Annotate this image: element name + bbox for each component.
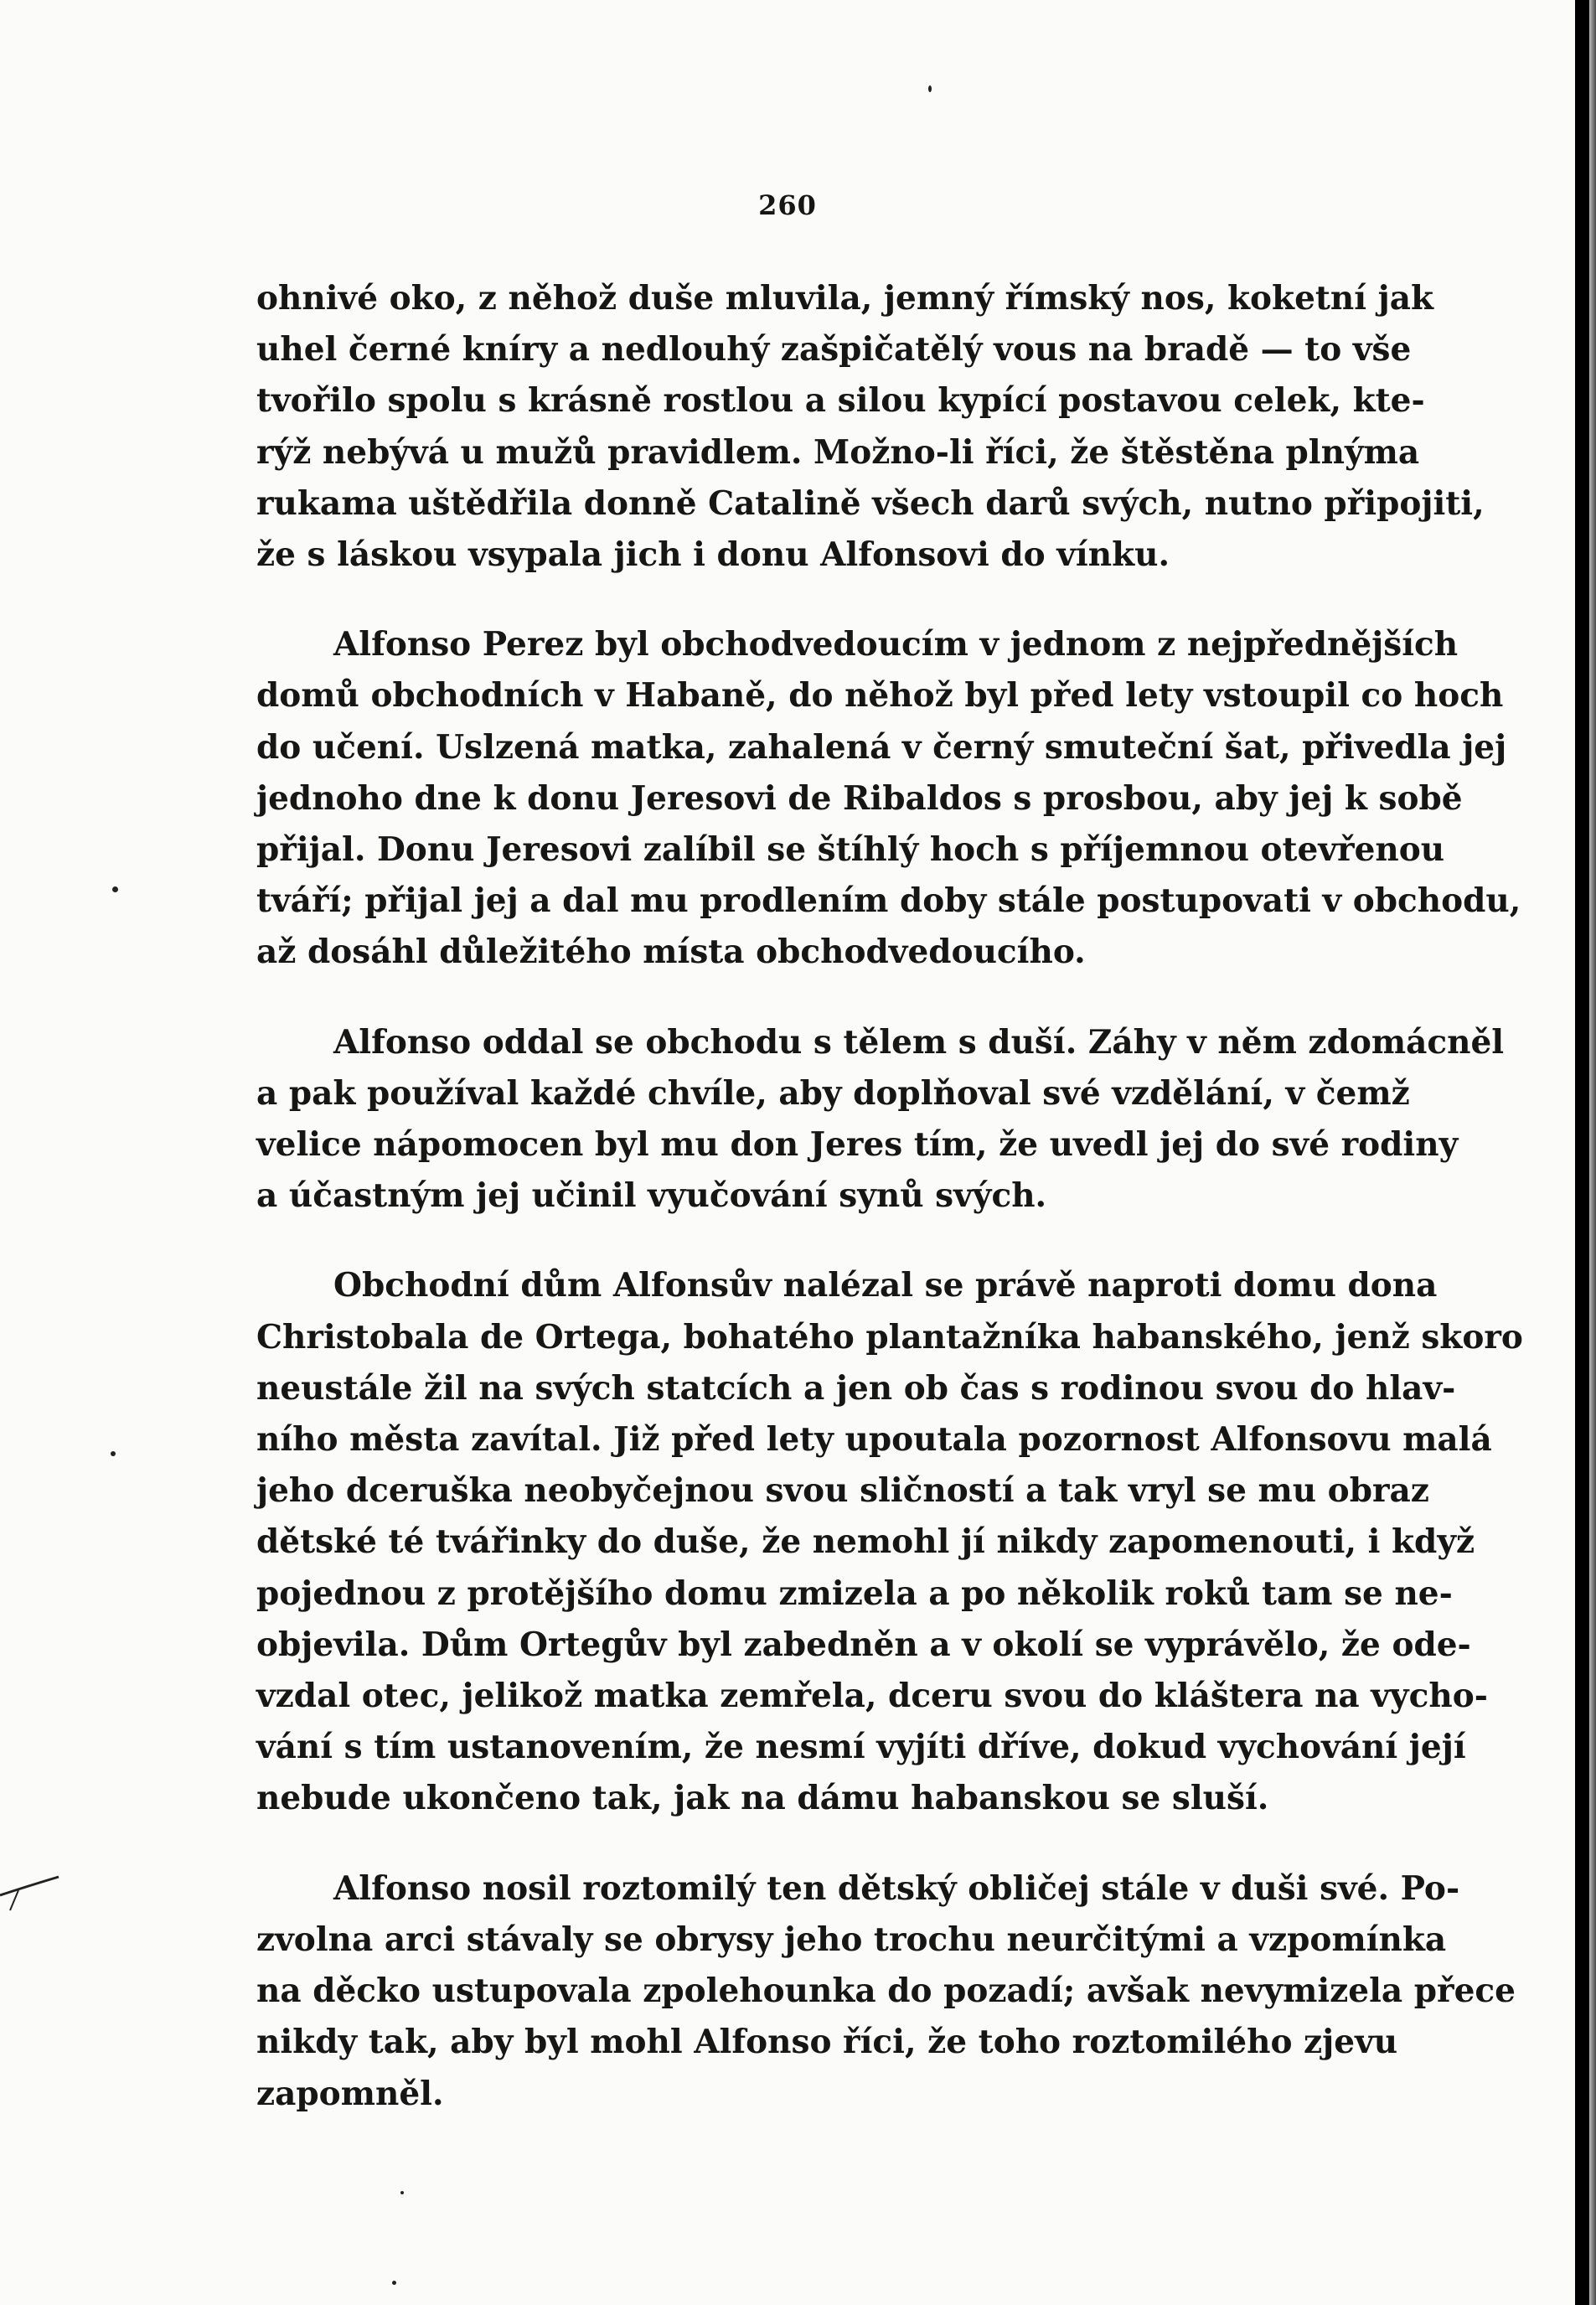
text-line: tvořilo spolu s krásně rostlou a silou kypící postavou celek, kte- (256, 381, 1425, 421)
paragraph-4 (256, 1260, 1523, 1824)
paragraph-5 (256, 1863, 1516, 2120)
text-line: dětské té tvářinky do duše, že nemohl jí nikdy zapomenouti, i když (256, 1522, 1475, 1562)
text-line: nikdy tak, aby byl mohl Alfonso říci, že toho roztomilého zjevu (256, 2023, 1398, 2062)
text-line: zapomněl. (256, 2074, 444, 2113)
page-edge (1589, 0, 1596, 2305)
paragraph-3 (256, 1017, 1505, 1222)
text-line: objevila. Dům Ortegův byl zabedněn a v okolí se vyprávělo, že ode- (256, 1625, 1471, 1664)
text-line: že s láskou vsypala jich i donu Alfonsovi do vínku. (256, 535, 1170, 575)
text-line: a pak používal každé chvíle, aby doplňoval své vzdělání, v čemž (256, 1073, 1410, 1113)
text-line: vání s tím ustanovením, že nesmí vyjíti dříve, dokud vychování její (256, 1728, 1466, 1767)
text-line: rukama uštědřila donně Catalině všech darů svých, nutno připojiti, (256, 483, 1485, 523)
text-line: jeho dceruška neobyčejnou svou sličností a tak vryl se mu obraz (256, 1471, 1429, 1511)
text-line: uhel černé kníry a nedlouhý zašpičatělý vous na bradě — to vše (256, 330, 1412, 370)
margin-mark-icon (0, 1862, 67, 1912)
paragraph-2 (256, 619, 1521, 978)
text-line: rýž nebývá u mužů pravidlem. Možno-li říci, že štěstěna plnýma (256, 432, 1420, 472)
text-line: vzdal otec, jelikož matka zemřela, dceru svou do kláštera na vycho- (256, 1677, 1488, 1716)
text-line: ohnivé oko, z něhož duše mluvila, jemný římský nos, koketní jak (256, 279, 1434, 318)
scan-speck (111, 1451, 116, 1456)
text-line: na děcko ustupovala zpolehounka do pozadí; avšak nevymizela přece (256, 1972, 1516, 2011)
text-line: tváří; přijal jej a dal mu prodlením doby stále postupovati v obchodu, (256, 881, 1521, 921)
text-line: Alfonso oddal se obchodu s tělem s duší. Záhy v něm zdomácněl (333, 1022, 1505, 1062)
text-line: a účastným jej učinil vyučování synů svých. (256, 1176, 1047, 1216)
text-line: domů obchodních v Habaně, do něhož byl před lety vstoupil co hoch (256, 676, 1504, 716)
text-line: neustále žil na svých statcích a jen ob čas s rodinou svou do hlav- (256, 1368, 1456, 1408)
page-number: 260 (758, 189, 817, 221)
text-line: Christobala de Ortega, bohatého plantažníka habanského, jenž skoro (256, 1317, 1523, 1357)
text-line: pojednou z protějšího domu zmizela a po několik roků tam se ne- (256, 1574, 1453, 1613)
paragraph-1 (256, 273, 1485, 581)
text-line: jednoho dne k donu Jeresovi de Ribaldos s prosbou, aby jej k sobě (256, 778, 1463, 818)
text-line: přijal. Donu Jeresovi zalíbil se štíhlý hoch s příjemnou otevřenou (256, 830, 1445, 870)
text-line: ního města zavítal. Již před lety upoutala pozornost Alfonsovu malá (256, 1420, 1492, 1460)
text-line: Alfonso nosil roztomilý ten dětský obličej stále v duši své. Po- (333, 1868, 1460, 1908)
text-line: Alfonso Perez byl obchodvedoucím v jednom z nejpřednějších (333, 625, 1459, 664)
text-line: zvolna arci stávaly se obrysy jeho trochu neurčitými a vzpomínka (256, 1920, 1447, 1959)
body-text (256, 273, 1523, 2158)
text-line: až dosáhl důležitého místa obchodvedoucího. (256, 933, 1086, 972)
scan-speck (928, 85, 932, 92)
text-line: do učení. Uslzená matka, zahalená v černý smuteční šat, přivedla jej (256, 727, 1507, 767)
text-line: velice nápomocen byl mu don Jeres tím, že uvedl jej do své rodiny (256, 1125, 1459, 1165)
scan-speck (112, 886, 118, 892)
scan-speck (392, 2281, 396, 2285)
text-line: Obchodní dům Alfonsův nalézal se právě naproti domu dona (333, 1266, 1438, 1305)
text-line: nebude ukončeno tak, jak na dámu habanskou se sluší. (256, 1779, 1269, 1818)
scan-speck (400, 2191, 404, 2194)
